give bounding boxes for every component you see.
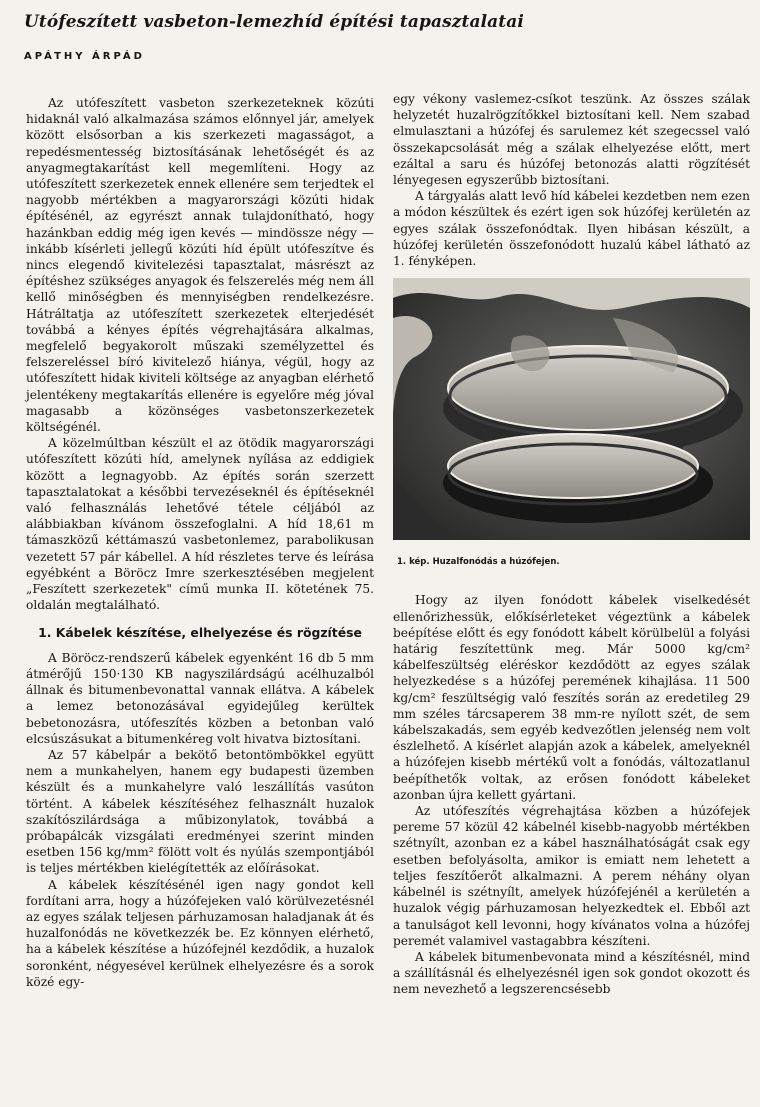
paragraph: egy vékony vaslemez-csíkot teszünk. Az összes szálak helyzetét huzalrögzítőkkel biztosítani kell. Nem szabad elmulasztani a húzófej és sarulemez két szegecssel való összekapcsolását még a szálak elhelyezése előtt, mert ezáltal a saru és húzófej betonozás alatti rögzítését lényegesen egyszerűbb biztosítani. xyxy=(393,92,750,188)
cable-head-photo-image xyxy=(393,278,750,540)
paragraph: Az utófeszítés végrehajtása közben a húzófejek pereme 57 közül 42 kábelnél kisebb-nagyobb mértékben szétnyílt, azonban ez a kábel használhatóságát csak egy esetben befolyásolta, amikor is emiatt nem lehetett a teljes feszítőerőt alkalmazni. A perem néhány olyan kábelnél is szétnyílt, amelyek húzófejénél a kerületén a huzalok végig párhuzamosan helyezkedtek el. Ebből azt a tanulságot kell levonni, hogy kívánatos volna a húzófej peremét valamivel vastagabbra készíteni. xyxy=(393,804,750,948)
right-column xyxy=(393,91,750,998)
paragraph: A kábelek bitumenbevonata mind a készítésnél, mind a szállításnál és elhelyezésnél igen sok gondot okozott és nem nevezhető a legszerencsésebb xyxy=(393,949,750,997)
figure-caption: 1. kép. Huzalfonódás a húzófejen. xyxy=(397,557,560,568)
paragraph: Az 57 kábelpár a bekötő betontömbökkel együtt nem a munkahelyen, hanem egy budapesti üzemben készült és a munkahelyre való leszállítás vasúton történt. A kábelek készítéséhez felhasznált huzalok szakítószilárdsága a műbizonylatok, továbbá a próbapálcák vizsgálati eredményei szerint minden esetben 156 kg/mm² fölött volt és nyúlás szempontjából is teljes mértékben kielégítették az előírásokat. xyxy=(26,747,374,876)
paragraph: A tárgyalás alatt levő híd kábelei kezdetben nem ezen a módon készültek és ezért igen sok húzófej kerületén az egyes szálak összefonódtak. Ilyen hibásan készült, a húzófej kerületén összefonódott huzalú kábel látható az 1. fényképen. xyxy=(393,189,750,269)
paragraph: A Böröcz-rendszerű kábelek egyenként 16 db 5 mm átmérőjű 150·130 KB nagyszilárdságú acélhuzalból állnak és bitumenbevonattal vannak ellátva. A kábelek a lemez betonozásával egyidejűleg kerültek bebetonozásra, utófeszítés közben a betonban való elcsúszásukat a bitumenkéreg volt hivatva biztosítani. xyxy=(26,650,374,746)
article-title: Utófeszített vasbeton-lemezhíd építési tapasztalatai xyxy=(24,12,524,32)
figure-photo xyxy=(393,278,750,540)
section-heading: 1. Kábelek készítése, elhelyezése és rögzítése xyxy=(38,624,362,640)
left-column xyxy=(26,95,374,990)
paragraph: Az utófeszített vasbeton szerkezeteknek közúti hidaknál való alkalmazása számos előnnyel jár, amelyek között elsősorban a kis szerkezeti magasságot, a repedésmentesség biztosításának lehetőségét és az anyagmegtakarítást kell megemlíteni. Hogy az utófeszített szerkezetek ennek ellenére sem terjedtek el nagyobb mértékben a magyarországi közúti hidak építésénél, az egyrészt annak tulajdonítható, hogy hazánkban eddig még igen kevés — mindössze négy — inkább kísérleti jellegű közúti híd épült utófeszítve és nincs elegendő kivitelezési tapasztalat, másrészt az építéshez szükséges anyagok és felszerelés még nem áll kellő minőségben és mennyiségben rendelkezésre. Hátráltatja az utófeszített szerkezetek elterjedését továbbá a kényes építés végrehajtására alkalmas, megfelelő begyakorolt műszaki személyzettel és felszereléssel bíró kivitelező hiánya, végül, hogy az utófeszített hidak kiviteli költsége az anyagban elérhető jelentékeny megtakarítás ellenére is egyelőre még jóval magasabb a közönséges vasbetonszerkezetek költségénél. xyxy=(26,96,374,435)
paragraph: Hogy az ilyen fonódott kábelek viselkedését ellenőrizhessük, előkísérleteket végeztünk a kábelek beépítése előtt és egy fonódott kábelt körülbelül a folyási határig feszítettünk meg. Már 5000 kg/cm² kábelfeszültség eléréskor kezdődött az egyes szálak helyezkedése s a húzófej peremének kihajlása. 11 500 kg/cm² feszültségig való feszítés során az eredetileg 29 mm széles tárcsaperem 38 mm-re nyílott szét, de sem kábelszakadás, sem egyéb kedvezőtlen jelenség nem volt észlelhető. A kísérlet alapján azok a kábelek, amelyeknél a húzófejen kisebb mértékű volt a fonódás, változatlanul beépíthetők voltak, az erősen fonódott kábeleket azonban újra kellett gyártani. xyxy=(393,593,750,802)
paragraph: A kábelek készítésénél igen nagy gondot kell fordítani arra, hogy a húzófejeken való körülvezetésnél az egyes szálak teljesen párhuzamosan haladjanak át és huzalfonódás ne következzék be. Ez könnyen elérhető, ha a kábelek készítése a húzófejnél kezdődik, a huzalok soronként, négyesével kerülnek elhelyezésre és a sorok közé egy- xyxy=(26,877,374,989)
author-name: APÁTHY ÁRPÁD xyxy=(24,51,145,62)
paragraph: A közelmúltban készült el az ötödik magyarországi utófeszített közúti híd, amelynek nyílása az eddigiek között a legnagyobb. Az építés során szerzett tapasztalatokat a későbbi tervezéseknél és építéseknél való felhasználás lehetővé tétele céljából az alábbiakban kívánom összefoglalni. A híd 18,61 m támaszközű kéttámaszú vasbetonlemez, parabolikusan vezetett 57 pár kábellel. A híd részletes terve és leírása egyébként a Böröcz Imre szerkesztésében megjelent „Feszített szerkezetek" című munka II. kötetének 75. oldalán megtalálható. xyxy=(26,436,374,613)
